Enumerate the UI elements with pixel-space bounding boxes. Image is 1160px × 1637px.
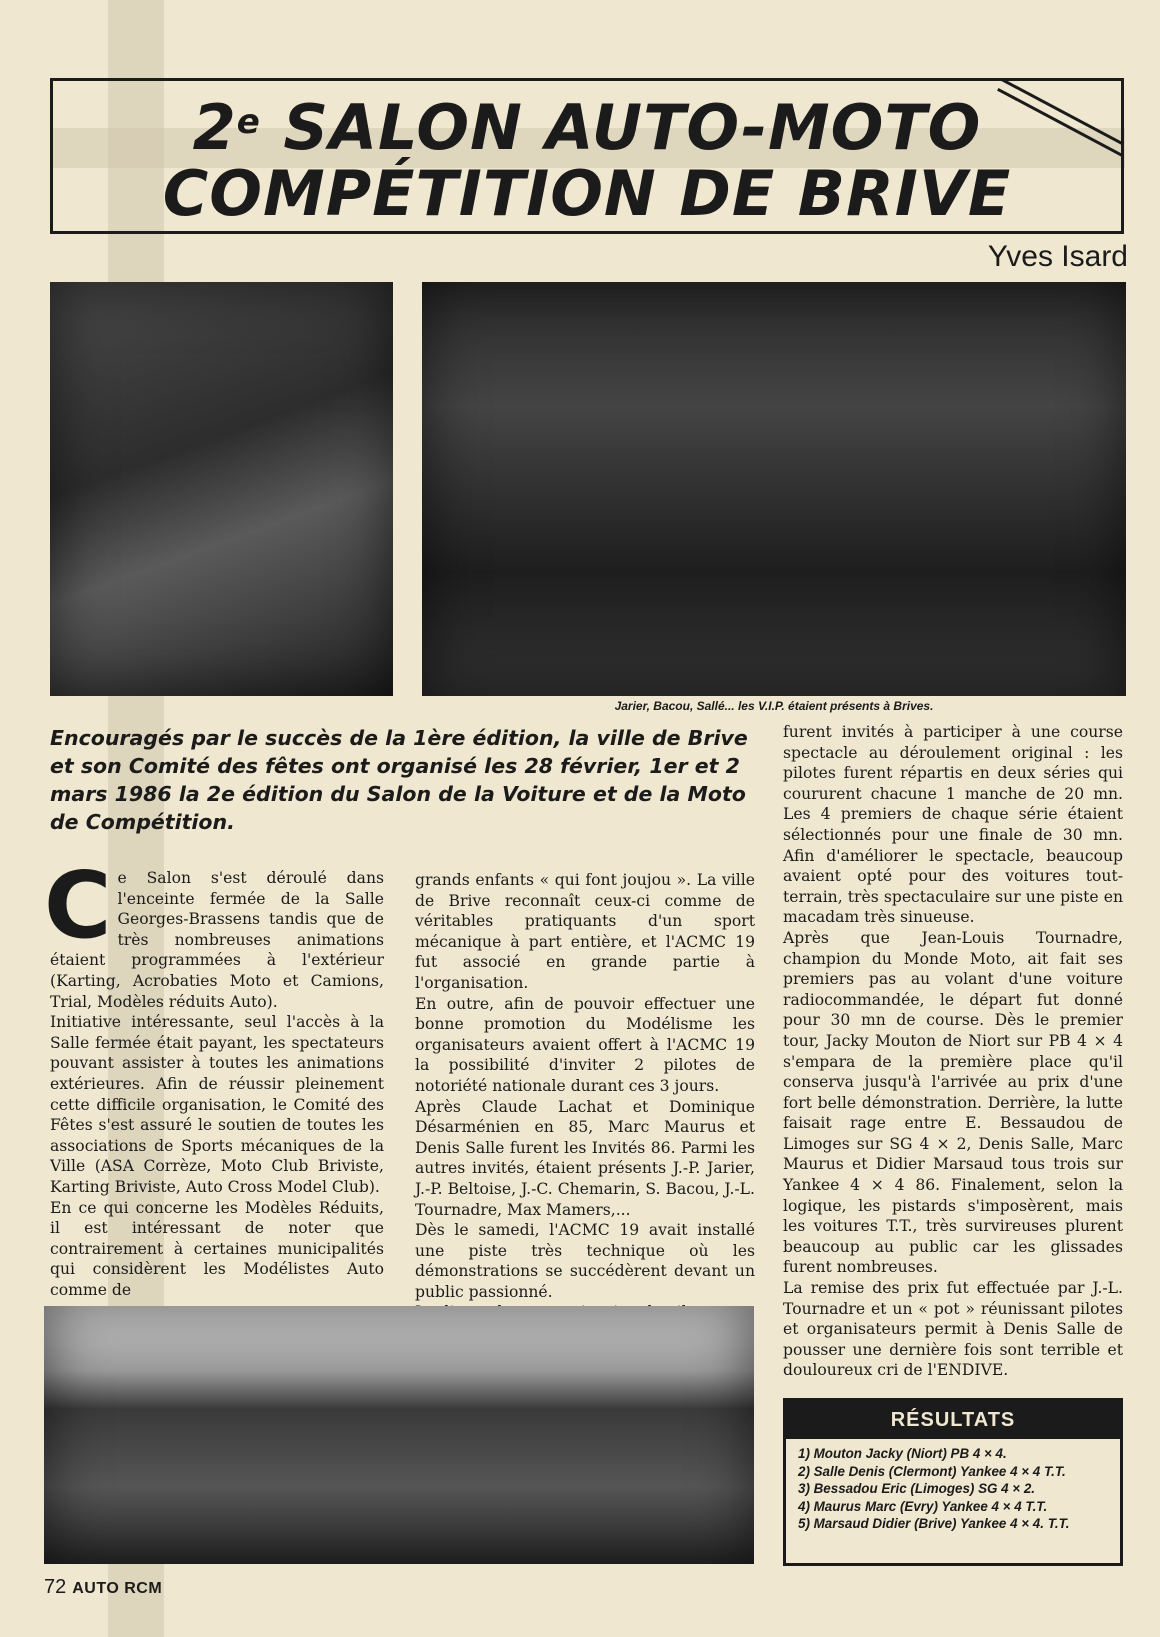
result-item: 3) Bessadou Eric (Limoges) SG 4 × 2. — [798, 1481, 1036, 1496]
paragraph: Après que Jean-Louis Tournadre, champion du Monde Moto, ait fait ses premiers pas au volant d'une voiture radiocommandée, le départ fut donné pour 30 mn de course. Dès le premier tour, Jacky Mouton de Niort sur PB 4 × 4 s'empara de la première place qu'il conserva jusqu'à l'arrivée au prix d'une fort belle démonstration. Derrière, la lutte faisait rage entre E. Bessaudou de Limoges sur SG 4 × 2, Denis Salle, Marc Maurus et Didier Marsaud tous trois sur Yankee 4 × 4 86. Finalement, selon la logique, les pistards s'imposèrent, mais les voitures T.T., très survireuses plurent beaucoup au public car les glissades furent nombreuses. — [783, 928, 1123, 1277]
paragraph: grands enfants « qui font joujou ». La ville de Brive reconnaît ceux-ci comme de véritables pratiquants d'un sport mécanique à part entière, et l'ACMC 19 fut associé en grande partie à l'organisation. — [415, 871, 755, 992]
results-heading: RÉSULTATS — [786, 1401, 1120, 1439]
paragraph-text: e Salon s'est déroulé dans l'enceinte fermée de la Salle Georges-Brassens tandis que de très nombreuses animations étaient programmées à l'extérieur (Karting, Acrobaties Moto et Camions, Trial, Modèles réduits Auto). — [50, 869, 384, 1011]
article-column-2 — [415, 870, 755, 1323]
page-number: 72 — [44, 1576, 67, 1598]
article-column-3 — [783, 722, 1123, 1381]
title-line-1 — [53, 93, 1121, 163]
photo-vip-guests — [422, 282, 1126, 696]
result-item: 1) Mouton Jacky (Niort) PB 4 × 4. — [798, 1446, 1007, 1461]
drop-cap: C — [44, 852, 112, 959]
paragraph: Initiative intéressante, seul l'accès à la Salle fermée était payant, les spectateurs pouvant assister à toutes les animations extérieures. Afin de réussir pleinement cette difficile organisation, le Comité des Fêtes s'est assuré le soutien de toutes les associations de Sports mécaniques de la Ville (ASA Corrèze, Moto Club Briviste, Karting Briviste, Auto Cross Model Club). — [50, 1013, 384, 1196]
results-list — [786, 1445, 1120, 1533]
photo-caption: Jarier, Bacou, Sallé... les V.I.P. étaient présents à Brives. — [614, 699, 934, 713]
paragraph: La remise des prix fut effectuée par J.-L. Tournadre et un « pot » réunissant pilotes et organisateurs permit à Denis Salle de pousser une dernière fois sont terrible et douloureux cri de l'ENDIVE. — [783, 1279, 1123, 1380]
paragraph: En outre, afin de pouvoir effectuer une bonne promotion du Modélisme les organisateurs avaient offert à l'ACMC 19 la possibilité d'inviter 2 pilotes de notoriété nationale durant ces 3 jours. — [415, 994, 755, 1095]
paragraph: En ce qui concerne les Modèles Réduits, il est intéressant de noter que contrairement à certaines municipalités qui considèrent les Modélistes Auto comme de — [50, 1198, 384, 1299]
results-box — [783, 1398, 1123, 1566]
title-text: SALON AUTO-MOTO — [260, 91, 982, 164]
paragraph: Après Claude Lachat et Dominique Désarménien en 85, Marc Maurus et Denis Salle furent les Invités 86. Parmi les autres invités, étaient présents J.-P. Jarier, J.-P. Beltoise, J.-C. Chemarin, S. Bacou, J.-L. Tournadre, Max Mamers,... — [415, 1097, 755, 1219]
intro-paragraph: Encouragés par le succès de la 1ère édition, la ville de Brive et son Comité des fêtes ont organisé les 28 février, 1er et 2 mars 1986 la 2e édition du Salon de la Voiture et de la Moto de Compétition. — [50, 726, 748, 834]
magazine-name: AUTO RCM — [72, 1580, 163, 1597]
article-column-1 — [44, 852, 384, 1300]
result-item: 5) Marsaud Didier (Brive) Yankee 4 × 4. T.T. — [798, 1516, 1070, 1531]
result-item: 2) Salle Denis (Clermont) Yankee 4 × 4 T.T. — [798, 1463, 1066, 1479]
title-number: 2 — [192, 91, 237, 164]
title-superscript: e — [236, 102, 261, 142]
author: Yves Isard — [987, 240, 1128, 273]
title-box — [50, 78, 1124, 234]
paragraph: furent invités à participer à une course spectacle au déroulement original : les pilotes furent répartis en deux séries qui coururent chacune 1 manche de 20 mn. Les 4 premiers de chaque série étaient sélectionnés pour une finale de 30 mn. Afin d'améliorer le spectacle, beaucoup avaient opté pour des voitures tout-terrain, très spectaculaire sur une piste en macadam très sinueuse. — [783, 723, 1123, 927]
paragraph — [44, 852, 384, 1012]
title-line-2: COMPÉTITION DE BRIVE — [162, 157, 1012, 230]
paragraph: Dès le samedi, l'ACMC 19 avait installé une piste très technique où les démonstrations se succédèrent devant un public passionné. — [415, 1221, 755, 1301]
photo-race-track — [44, 1306, 754, 1564]
page-footer — [44, 1576, 162, 1599]
result-item: 4) Maurus Marc (Evry) Yankee 4 × 4 T.T. — [798, 1498, 1048, 1514]
photo-club-stand — [50, 282, 393, 696]
